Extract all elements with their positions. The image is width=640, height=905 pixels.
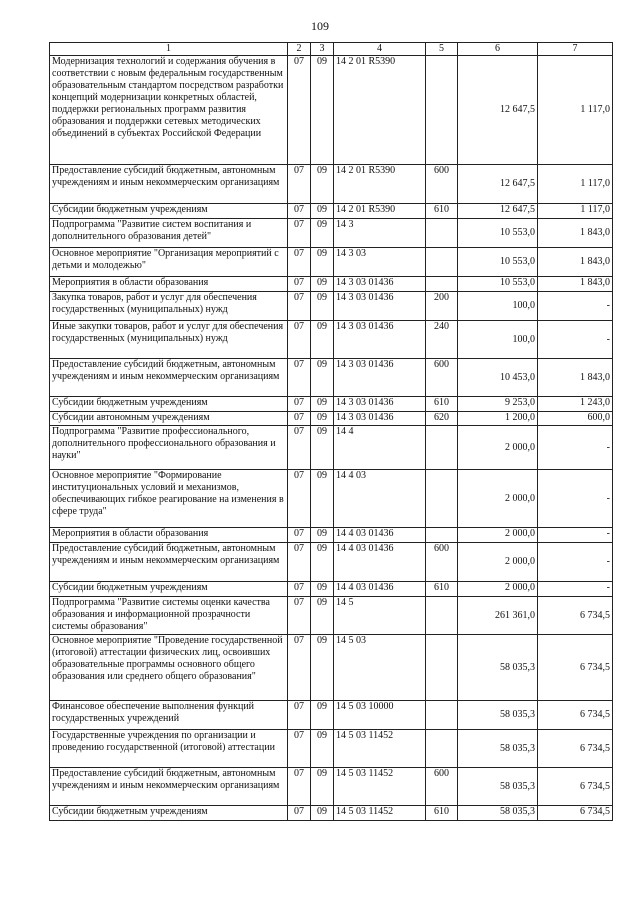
- column-header: 2: [288, 43, 311, 56]
- table-row: [50, 204, 613, 219]
- row-section: 07: [288, 248, 311, 277]
- table-header-row: [50, 43, 613, 56]
- row-expense-type: 610: [426, 397, 458, 412]
- row-target-code: 14 3 03 01436: [334, 397, 426, 412]
- row-section: 07: [288, 277, 311, 292]
- table-row: [50, 359, 613, 397]
- row-name: Субсидии бюджетным учреждениям: [50, 582, 288, 597]
- row-amount-total: 2 000,0: [458, 528, 538, 543]
- row-amount-total: 9 253,0: [458, 397, 538, 412]
- row-section: 07: [288, 321, 311, 359]
- row-amount-federal: 1 843,0: [538, 277, 613, 292]
- row-subsection: 09: [311, 768, 334, 806]
- row-section: 07: [288, 359, 311, 397]
- row-expense-type: [426, 470, 458, 528]
- row-section: 07: [288, 701, 311, 730]
- table-row: [50, 806, 613, 821]
- budget-table: [49, 42, 613, 821]
- row-subsection: 09: [311, 597, 334, 635]
- row-section: 07: [288, 412, 311, 426]
- row-subsection: 09: [311, 470, 334, 528]
- row-amount-federal: 6 734,5: [538, 730, 613, 768]
- table-row: [50, 597, 613, 635]
- row-name: Субсидии бюджетным учреждениям: [50, 397, 288, 412]
- row-amount-federal: -: [538, 528, 613, 543]
- row-section: 07: [288, 397, 311, 412]
- row-subsection: 09: [311, 730, 334, 768]
- row-amount-total: 12 647,5: [458, 56, 538, 165]
- row-subsection: 09: [311, 165, 334, 204]
- row-target-code: 14 3 03 01436: [334, 292, 426, 321]
- row-expense-type: [426, 597, 458, 635]
- row-expense-type: [426, 701, 458, 730]
- column-header: 7: [538, 43, 613, 56]
- row-section: 07: [288, 292, 311, 321]
- row-amount-total: 58 035,3: [458, 635, 538, 701]
- row-target-code: 14 4 03: [334, 470, 426, 528]
- row-name: Государственные учреждения по организации и проведению государственной (итоговой) аттестации: [50, 730, 288, 768]
- row-amount-total: 1 200,0: [458, 412, 538, 426]
- table-row: [50, 219, 613, 248]
- row-amount-federal: 6 734,5: [538, 768, 613, 806]
- row-target-code: 14 3: [334, 219, 426, 248]
- row-expense-type: [426, 56, 458, 165]
- row-amount-total: 58 035,3: [458, 806, 538, 821]
- row-expense-type: 610: [426, 204, 458, 219]
- row-amount-total: 10 553,0: [458, 219, 538, 248]
- row-amount-federal: 1 843,0: [538, 219, 613, 248]
- row-amount-total: 100,0: [458, 292, 538, 321]
- row-name: Субсидии бюджетным учреждениям: [50, 806, 288, 821]
- row-expense-type: [426, 248, 458, 277]
- row-amount-federal: -: [538, 543, 613, 582]
- row-subsection: 09: [311, 56, 334, 165]
- row-section: 07: [288, 165, 311, 204]
- table-row: [50, 701, 613, 730]
- row-subsection: 09: [311, 806, 334, 821]
- row-subsection: 09: [311, 292, 334, 321]
- row-amount-total: 100,0: [458, 321, 538, 359]
- row-section: 07: [288, 204, 311, 219]
- row-target-code: 14 3 03 01436: [334, 321, 426, 359]
- table-row: [50, 165, 613, 204]
- row-expense-type: 200: [426, 292, 458, 321]
- row-amount-total: 10 453,0: [458, 359, 538, 397]
- row-subsection: 09: [311, 635, 334, 701]
- row-amount-federal: -: [538, 292, 613, 321]
- row-subsection: 09: [311, 582, 334, 597]
- row-expense-type: [426, 426, 458, 470]
- row-amount-federal: -: [538, 582, 613, 597]
- row-expense-type: [426, 219, 458, 248]
- row-amount-total: 2 000,0: [458, 582, 538, 597]
- row-name: Мероприятия в области образования: [50, 277, 288, 292]
- row-section: 07: [288, 806, 311, 821]
- row-target-code: 14 4 03 01436: [334, 528, 426, 543]
- column-header: 4: [334, 43, 426, 56]
- column-header: 6: [458, 43, 538, 56]
- row-name: Предоставление субсидий бюджетным, автономным учреждениям и иным некоммерческим организациям: [50, 543, 288, 582]
- table-row: [50, 248, 613, 277]
- table-row: [50, 426, 613, 470]
- row-amount-federal: 6 734,5: [538, 701, 613, 730]
- row-expense-type: 600: [426, 165, 458, 204]
- table-row: [50, 635, 613, 701]
- row-subsection: 09: [311, 359, 334, 397]
- row-name: Основное мероприятие "Проведение государственной (итоговой) аттестации физических лиц, освоивших образовательные программы основного общего образования или среднего общего образования": [50, 635, 288, 701]
- row-target-code: 14 3 03 01436: [334, 277, 426, 292]
- row-subsection: 09: [311, 412, 334, 426]
- row-target-code: 14 3 03 01436: [334, 412, 426, 426]
- table-row: [50, 292, 613, 321]
- column-header: 3: [311, 43, 334, 56]
- row-target-code: 14 5 03 10000: [334, 701, 426, 730]
- row-section: 07: [288, 597, 311, 635]
- row-subsection: 09: [311, 701, 334, 730]
- row-target-code: 14 5 03: [334, 635, 426, 701]
- row-section: 07: [288, 543, 311, 582]
- table-row: [50, 412, 613, 426]
- row-target-code: 14 3 03 01436: [334, 359, 426, 397]
- row-name: Подпрограмма "Развитие систем воспитания и дополнительного образования детей": [50, 219, 288, 248]
- row-amount-total: 58 035,3: [458, 730, 538, 768]
- row-expense-type: 600: [426, 359, 458, 397]
- row-amount-federal: 1 117,0: [538, 204, 613, 219]
- row-amount-federal: 6 734,5: [538, 597, 613, 635]
- column-header: 5: [426, 43, 458, 56]
- table-row: [50, 470, 613, 528]
- row-name: Предоставление субсидий бюджетным, автономным учреждениям и иным некоммерческим организациям: [50, 768, 288, 806]
- row-section: 07: [288, 582, 311, 597]
- row-name: Иные закупки товаров, работ и услуг для обеспечения государственных (муниципальных) нужд: [50, 321, 288, 359]
- table-row: [50, 528, 613, 543]
- row-amount-total: 10 553,0: [458, 248, 538, 277]
- row-target-code: 14 5: [334, 597, 426, 635]
- row-amount-federal: -: [538, 470, 613, 528]
- row-amount-federal: -: [538, 426, 613, 470]
- row-target-code: 14 4 03 01436: [334, 543, 426, 582]
- row-amount-federal: 1 843,0: [538, 359, 613, 397]
- row-expense-type: [426, 730, 458, 768]
- row-subsection: 09: [311, 397, 334, 412]
- row-target-code: 14 2 01 R5390: [334, 165, 426, 204]
- row-amount-total: 2 000,0: [458, 426, 538, 470]
- table-row: [50, 543, 613, 582]
- row-name: Субсидии автономным учреждениям: [50, 412, 288, 426]
- row-expense-type: [426, 277, 458, 292]
- row-target-code: 14 3 03: [334, 248, 426, 277]
- row-amount-federal: 6 734,5: [538, 806, 613, 821]
- row-subsection: 09: [311, 248, 334, 277]
- row-target-code: 14 5 03 11452: [334, 730, 426, 768]
- row-subsection: 09: [311, 528, 334, 543]
- row-name: Мероприятия в области образования: [50, 528, 288, 543]
- row-expense-type: [426, 528, 458, 543]
- row-amount-total: 2 000,0: [458, 470, 538, 528]
- row-amount-federal: 1 117,0: [538, 56, 613, 165]
- row-subsection: 09: [311, 426, 334, 470]
- row-expense-type: 610: [426, 806, 458, 821]
- row-name: Субсидии бюджетным учреждениям: [50, 204, 288, 219]
- row-amount-total: 58 035,3: [458, 768, 538, 806]
- row-amount-federal: 1 117,0: [538, 165, 613, 204]
- row-name: Предоставление субсидий бюджетным, автономным учреждениям и иным некоммерческим организациям: [50, 359, 288, 397]
- table-row: [50, 397, 613, 412]
- row-amount-federal: 1 843,0: [538, 248, 613, 277]
- row-name: Подпрограмма "Развитие профессионального, дополнительного профессионального образования и науки": [50, 426, 288, 470]
- table-row: [50, 321, 613, 359]
- row-target-code: 14 2 01 R5390: [334, 204, 426, 219]
- row-target-code: 14 4: [334, 426, 426, 470]
- row-section: 07: [288, 219, 311, 248]
- table-row: [50, 730, 613, 768]
- row-expense-type: 600: [426, 543, 458, 582]
- row-target-code: 14 5 03 11452: [334, 768, 426, 806]
- table-row: [50, 768, 613, 806]
- row-target-code: 14 4 03 01436: [334, 582, 426, 597]
- row-subsection: 09: [311, 321, 334, 359]
- row-amount-federal: 1 243,0: [538, 397, 613, 412]
- row-section: 07: [288, 470, 311, 528]
- row-name: Финансовое обеспечение выполнения функций государственных учреждений: [50, 701, 288, 730]
- row-section: 07: [288, 426, 311, 470]
- row-amount-total: 2 000,0: [458, 543, 538, 582]
- row-expense-type: [426, 635, 458, 701]
- row-name: Основное мероприятие "Организация мероприятий с детьми и молодежью": [50, 248, 288, 277]
- row-name: Модернизация технологий и содержания обучения в соответствии с новым федеральным государственным образовательным стандартом посредством разработки концепций модернизации конкретных областей, поддержки региональных программ развития образования и поддержки сетевых методических объединений в субъектах Российской Федерации: [50, 56, 288, 165]
- row-amount-total: 12 647,5: [458, 204, 538, 219]
- row-amount-federal: 6 734,5: [538, 635, 613, 701]
- row-target-code: 14 2 01 R5390: [334, 56, 426, 165]
- row-name: Подпрограмма "Развитие системы оценки качества образования и информационной прозрачности системы образования": [50, 597, 288, 635]
- row-amount-total: 261 361,0: [458, 597, 538, 635]
- row-expense-type: 610: [426, 582, 458, 597]
- row-name: Предоставление субсидий бюджетным, автономным учреждениям и иным некоммерческим организациям: [50, 165, 288, 204]
- row-section: 07: [288, 730, 311, 768]
- row-amount-total: 10 553,0: [458, 277, 538, 292]
- row-name: Закупка товаров, работ и услуг для обеспечения государственных (муниципальных) нужд: [50, 292, 288, 321]
- row-amount-total: 12 647,5: [458, 165, 538, 204]
- table-row: [50, 277, 613, 292]
- row-amount-total: 58 035,3: [458, 701, 538, 730]
- row-amount-federal: -: [538, 321, 613, 359]
- row-target-code: 14 5 03 11452: [334, 806, 426, 821]
- row-section: 07: [288, 768, 311, 806]
- row-expense-type: 600: [426, 768, 458, 806]
- row-section: 07: [288, 635, 311, 701]
- row-subsection: 09: [311, 204, 334, 219]
- table-row: [50, 56, 613, 165]
- row-name: Основное мероприятие "Формирование институциональных условий и механизмов, обеспечивающих гибкое реагирование на изменения в сфере труда": [50, 470, 288, 528]
- row-section: 07: [288, 528, 311, 543]
- row-expense-type: 240: [426, 321, 458, 359]
- table-row: [50, 582, 613, 597]
- row-amount-federal: 600,0: [538, 412, 613, 426]
- row-subsection: 09: [311, 543, 334, 582]
- column-header: 1: [50, 43, 288, 56]
- page-number: 109: [311, 19, 329, 33]
- row-subsection: 09: [311, 277, 334, 292]
- row-expense-type: 620: [426, 412, 458, 426]
- row-subsection: 09: [311, 219, 334, 248]
- row-section: 07: [288, 56, 311, 165]
